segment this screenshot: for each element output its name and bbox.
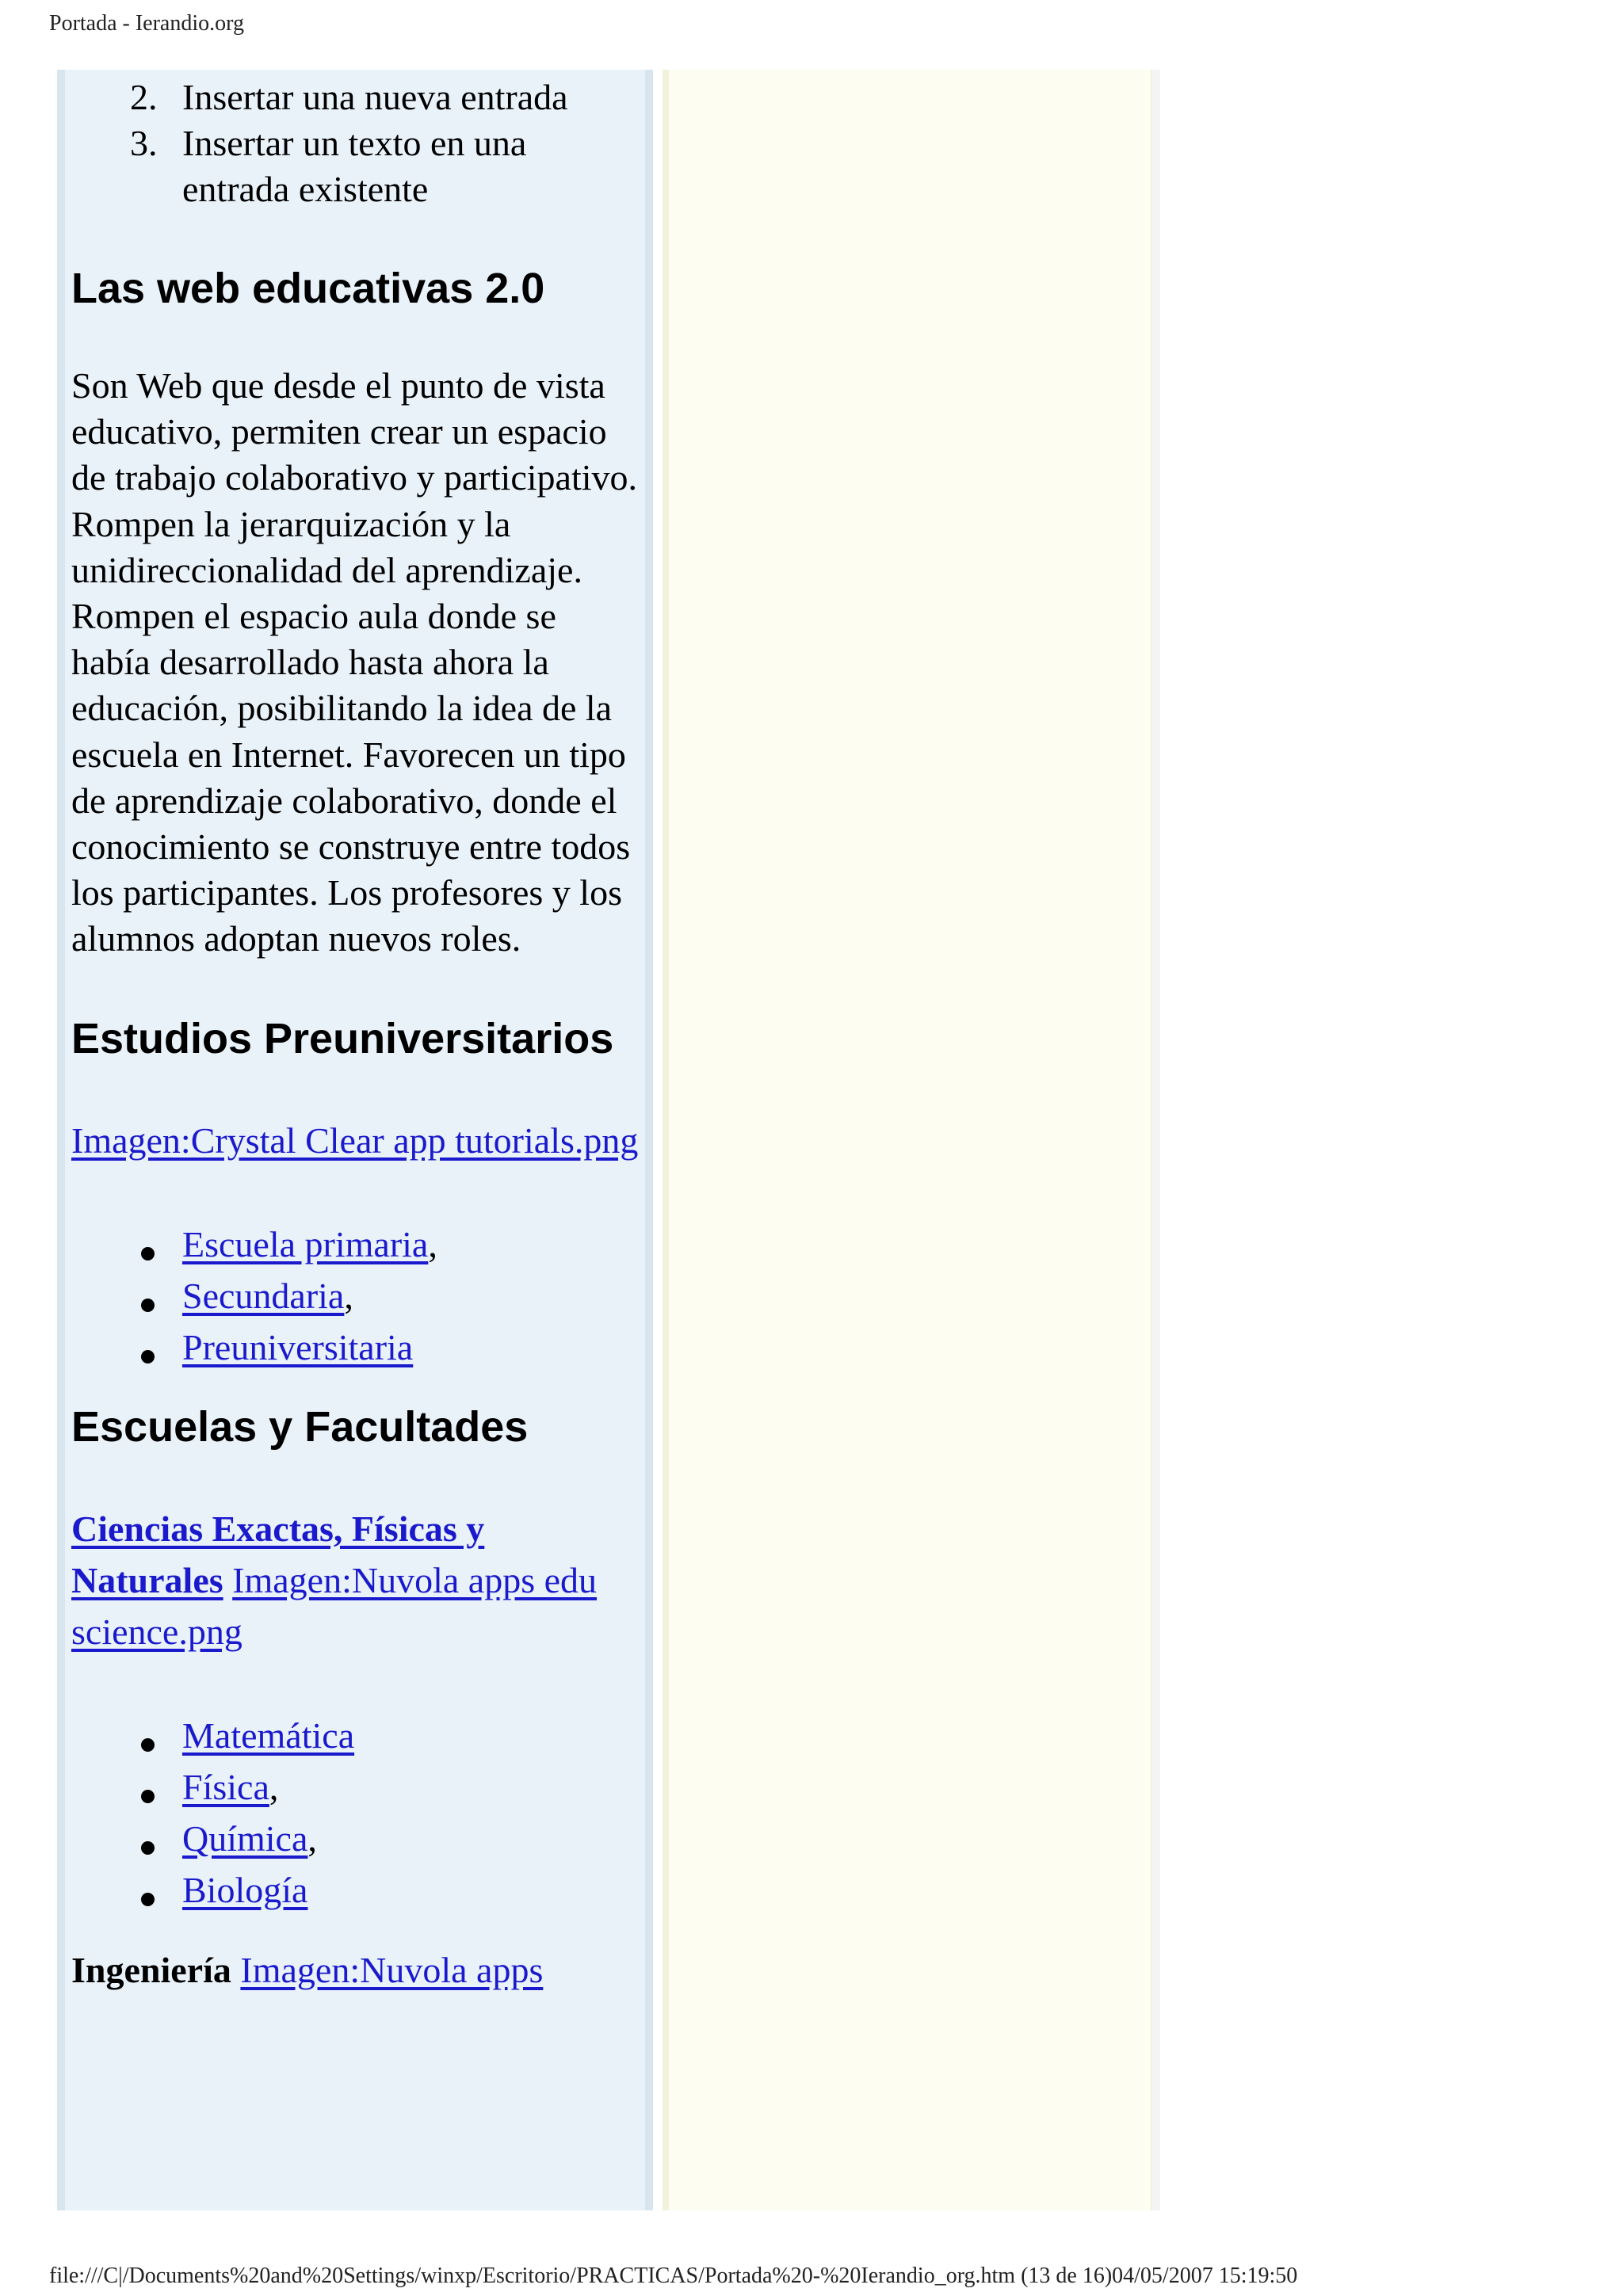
heading-escuelas-facultades: Escuelas y Facultades <box>71 1402 529 1451</box>
list-item <box>71 1864 642 1916</box>
link-secundaria[interactable]: Secundaria <box>182 1275 345 1316</box>
list-item <box>71 1322 642 1373</box>
list-item-text: Insertar un texto en una entrada existente <box>182 123 527 209</box>
list-item <box>71 1270 642 1322</box>
list-item <box>71 1219 642 1270</box>
preuniversitarios-image-paragraph <box>71 1115 642 1166</box>
heading-preuniversitarios: Estudios Preuniversitarios <box>71 1014 614 1062</box>
heading-web-educativas: Las web educativas 2.0 <box>71 265 545 312</box>
list-item <box>71 74 642 120</box>
list-item-number: 2. <box>130 77 158 117</box>
list-item-number: 3. <box>130 123 158 163</box>
list-item-suffix: , <box>307 1817 317 1859</box>
article-content <box>71 70 642 1996</box>
list-item-suffix: , <box>269 1766 279 1807</box>
ingenieria-label: Ingeniería <box>71 1949 231 1990</box>
bullet-icon <box>141 1893 155 1906</box>
side-column <box>663 70 1157 2210</box>
link-escuela-primaria[interactable]: Escuela primaria <box>182 1223 429 1264</box>
list-item-suffix: , <box>428 1223 437 1264</box>
print-footer-url: file:///C|/Documents%20and%20Settings/winxp/Escritorio/PRACTICAS/Portada%20-%20Ierandio_org.htm (13 de 16)04/05/2007 15:19:50 <box>49 2264 1298 2288</box>
nuvola-science-image-link[interactable]: Imagen:Nuvola apps edu science.png <box>71 1559 598 1652</box>
web-educativas-paragraph: Son Web que desde el punto de vista educativo, permiten crear un espacio de trabajo colaborativo y participativo. Rompen la jerarquización y la unidireccionalidad del aprendizaje. Rompen el espacio aula donde se había desarrollado hasta ahora la educación, posibilitando la idea de la escuela en Internet. Favorecen un tipo de aprendizaje colaborativo, donde el conocimiento se construye entre todos los participantes. Los profesores y los alumnos adoptan nuevos roles. <box>71 365 638 959</box>
list-item <box>71 1813 642 1864</box>
crystal-clear-image-link[interactable]: Imagen:Crystal Clear app tutorials.png <box>71 1119 639 1161</box>
bullet-icon <box>141 1299 155 1312</box>
nuvola-ingenieria-image-link[interactable]: Imagen:Nuvola apps <box>240 1949 544 1990</box>
ciencias-exactas-link[interactable]: Ciencias Exactas, Físicas y Naturales <box>71 1508 485 1600</box>
column-divider <box>1152 70 1160 2210</box>
bullet-icon <box>141 1790 155 1803</box>
list-item <box>71 120 642 212</box>
ciencias-list <box>71 1710 642 1916</box>
preuniversitarios-list <box>71 1219 642 1373</box>
link-preuniversitaria[interactable]: Preuniversitaria <box>182 1326 414 1367</box>
print-header-title: Portada - Ierandio.org <box>49 11 244 36</box>
bullet-icon <box>141 1247 155 1261</box>
list-item <box>71 1710 642 1761</box>
ingenieria-paragraph <box>71 1944 642 1996</box>
bullet-icon <box>141 1841 155 1855</box>
list-item-text: Insertar una nueva entrada <box>182 77 568 117</box>
list-item <box>71 1761 642 1813</box>
bullet-icon <box>141 1350 155 1363</box>
intro-numbered-list <box>71 74 642 212</box>
link-quimica[interactable]: Química <box>182 1817 308 1859</box>
link-matematica[interactable]: Matemática <box>182 1714 355 1756</box>
link-biologia[interactable]: Biología <box>182 1869 308 1910</box>
list-item-suffix: , <box>344 1275 353 1316</box>
ciencias-paragraph <box>71 1503 638 1657</box>
bullet-icon <box>141 1738 155 1752</box>
link-fisica[interactable]: Física <box>182 1766 269 1807</box>
